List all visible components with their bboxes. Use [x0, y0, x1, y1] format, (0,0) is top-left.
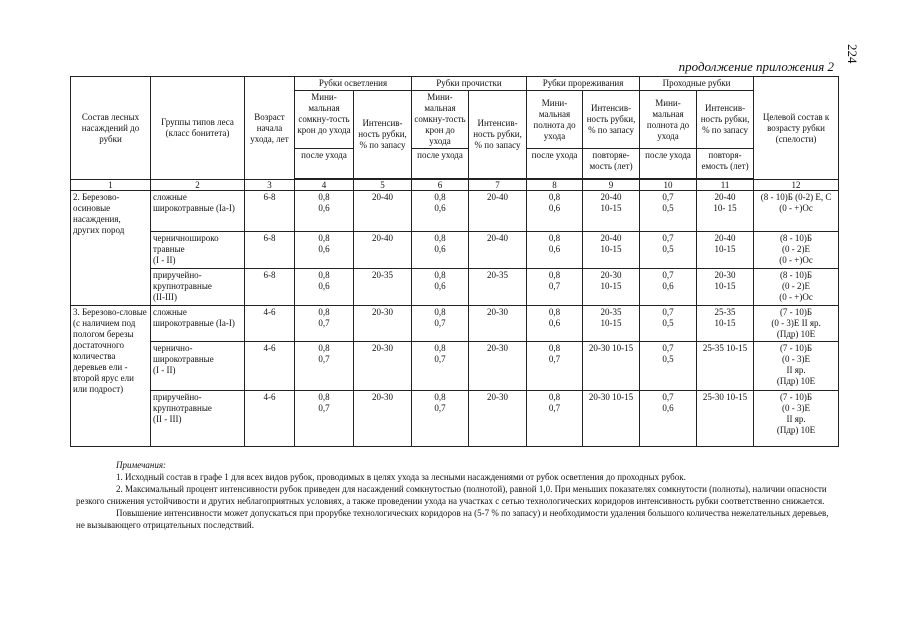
composition-cell: 2. Березово-осиновые насаждения, других пород: [71, 191, 151, 306]
value-cell-c7: 20-35: [469, 269, 527, 306]
value-cell-c5: 20-40: [354, 191, 412, 232]
header-row-groups: [71, 77, 839, 91]
value-cell-c11: 25-35 10-15: [697, 342, 754, 391]
header-group-osvetlenie: Рубки осветления: [295, 77, 412, 91]
value-cell-c7: 20-40: [469, 191, 527, 232]
value-cell-c9: 20-30 10-15: [583, 269, 640, 306]
value-cell-c8: 0,8 0,6: [527, 306, 583, 342]
header-intensity-1: Интенсив-ность рубки, % по запасу: [354, 91, 412, 179]
note-item: 2. Максимальный процент интенсивности рубок приведен для насаждений сомкнутостью (полнотой), равной 1,0. При меньших показателях сомкнутости (полноты), наличии опасности резкого снижения устойчивости и других неблагоприятных условиях, а также проведении ухода на участках с сетью технологических коридоров интенсивность рубки соответственно снижается.: [76, 484, 827, 506]
value-cell-c4: 0,8 0,6: [295, 191, 354, 232]
column-number: 10: [640, 180, 697, 191]
header-after-2: после ухода: [412, 149, 469, 179]
page-number: 224: [845, 44, 860, 64]
column-number: 7: [469, 180, 527, 191]
forest-type-cell: сложные широкотравные (Iа-I): [151, 191, 245, 232]
table-row: [71, 232, 839, 269]
table-row: [71, 391, 839, 447]
column-number: 4: [295, 180, 354, 191]
value-cell-c6: 0,8 0,7: [412, 306, 469, 342]
value-cell-c7: 20-30: [469, 306, 527, 342]
note-item: 1. Исходный состав в графе 1 для всех видов рубок, проводимых в целях ухода за лесными насаждениями от рубок осветления до проходных рубок.: [116, 472, 686, 482]
column-number: 11: [697, 180, 754, 191]
value-cell-c10: 0,7 0,5: [640, 306, 697, 342]
table-row: [71, 191, 839, 232]
header-after-1: после ухода: [295, 149, 354, 179]
header-repeat-2: повторя-емость (лет): [697, 149, 754, 179]
note-item: Повышение интенсивности может допускаться при прорубке технологических коридоров на (5-7 % по запасу) и необходимости удаления большого количества нежелательных деревьев, не вызывающего отрицательных последствий.: [76, 508, 829, 530]
column-number-row: [71, 180, 839, 191]
value-cell-c6: 0,8 0,7: [412, 342, 469, 391]
value-cell-c12: (7 - 10)Б (0 - 3)Е II яр. (Пдр) 10Е: [754, 306, 839, 342]
value-cell-c11: 25-30 10-15: [697, 391, 754, 447]
header-group-prochistka: Рубки прочистки: [412, 77, 527, 91]
start-age-cell: 4-6: [245, 306, 295, 342]
value-cell-c12: (8 - 10)Б (0-2) Е, С (0 - +)Ос: [754, 191, 839, 232]
value-cell-c8: 0,8 0,7: [527, 269, 583, 306]
value-cell-c5: 20-30: [354, 391, 412, 447]
header-min-density-2: Мини-мальная полнота до ухода: [640, 91, 697, 149]
header-min-closure-2: Мини-мальная сомкну-тость крон до ухода: [412, 91, 469, 149]
start-age-cell: 4-6: [245, 391, 295, 447]
value-cell-c12: (7 - 10)Б (0 - 3)Е II яр. (Пдр) 10Е: [754, 391, 839, 447]
value-cell-c10: 0,7 0,5: [640, 342, 697, 391]
value-cell-c7: 20-30: [469, 342, 527, 391]
value-cell-c9: 20-30 10-15: [583, 342, 640, 391]
header-intensity-3: Интенсив-ность рубки, % по запасу: [583, 91, 640, 149]
value-cell-c7: 20-30: [469, 391, 527, 447]
header-min-closure-1: Мини-мальная сомкну-тость крон до ухода: [295, 91, 354, 149]
header-intensity-4: Интенсив-ность рубки, % по запасу: [697, 91, 754, 149]
value-cell-c8: 0,8 0,7: [527, 391, 583, 447]
value-cell-c5: 20-30: [354, 342, 412, 391]
column-number: 9: [583, 180, 640, 191]
forest-type-cell: сложные широкотравные (Iа-I): [151, 306, 245, 342]
value-cell-c11: 20-40 10-15: [697, 232, 754, 269]
column-number: 6: [412, 180, 469, 191]
forest-type-cell: приручейно-крупнотравные (II - III): [151, 391, 245, 447]
value-cell-c10: 0,7 0,5: [640, 232, 697, 269]
forest-type-cell: приручейно-крупнотравные (II-III): [151, 269, 245, 306]
value-cell-c8: 0,8 0,6: [527, 191, 583, 232]
header-col-target: Целевой состав к возрасту рубки (спелости): [754, 77, 839, 180]
header-group-prohodnye: Проходные рубки: [640, 77, 754, 91]
value-cell-c12: (8 - 10)Б (0 - 2)Е (0 - +)Ос: [754, 232, 839, 269]
start-age-cell: 6-8: [245, 191, 295, 232]
value-cell-c9: 20-35 10-15: [583, 306, 640, 342]
value-cell-c6: 0,8 0,7: [412, 391, 469, 447]
value-cell-c4: 0,8 0,7: [295, 391, 354, 447]
header-intensity-2: Интенсив-ность рубки, % по запасу: [469, 91, 527, 179]
silviculture-table: [70, 76, 839, 447]
value-cell-c4: 0,8 0,7: [295, 342, 354, 391]
header-after-3: после ухода: [527, 149, 583, 179]
value-cell-c4: 0,8 0,7: [295, 306, 354, 342]
value-cell-c10: 0,7 0,6: [640, 269, 697, 306]
value-cell-c4: 0,8 0,6: [295, 232, 354, 269]
continuation-caption: продолжение приложения 2: [678, 59, 834, 74]
value-cell-c5: 20-35: [354, 269, 412, 306]
value-cell-c10: 0,7 0,5: [640, 191, 697, 232]
header-col-start-age: Возраст начала ухода, лет: [245, 77, 295, 180]
column-number: 1: [71, 180, 151, 191]
value-cell-c9: 20-30 10-15: [583, 391, 640, 447]
value-cell-c11: 25-35 10-15: [697, 306, 754, 342]
notes-title: Примечания:: [116, 460, 167, 470]
start-age-cell: 6-8: [245, 232, 295, 269]
header-min-density-1: Мини-мальная полнота до ухода: [527, 91, 583, 149]
header-repeat-1: повторяе-мость (лет): [583, 149, 640, 179]
table-row: [71, 269, 839, 306]
value-cell-c6: 0,8 0,6: [412, 232, 469, 269]
start-age-cell: 4-6: [245, 342, 295, 391]
column-number: 2: [151, 180, 245, 191]
value-cell-c10: 0,7 0,6: [640, 391, 697, 447]
header-after-4: после ухода: [640, 149, 697, 179]
header-group-prorezhivanie: Рубки прореживания: [527, 77, 640, 91]
column-number: 12: [754, 180, 839, 191]
column-number: 3: [245, 180, 295, 191]
column-number: 5: [354, 180, 412, 191]
value-cell-c9: 20-40 10-15: [583, 191, 640, 232]
value-cell-c8: 0,8 0,7: [527, 342, 583, 391]
value-cell-c12: (8 - 10)Б (0 - 2)Е (0 - +)Ос: [754, 269, 839, 306]
notes-block: [76, 459, 838, 531]
table-body: [71, 191, 839, 447]
forest-type-cell: черничношироко травные (I - II): [151, 232, 245, 269]
value-cell-c6: 0,8 0,6: [412, 191, 469, 232]
value-cell-c7: 20-40: [469, 232, 527, 269]
header-col-forest-type: Группы типов леса (класс бонитета): [151, 77, 245, 180]
table-row: [71, 342, 839, 391]
composition-cell: 3. Березово-словые (с наличием под пологом березы достаточного количества деревьев ели - второй ярус ели или подрост): [71, 306, 151, 447]
value-cell-c4: 0,8 0,6: [295, 269, 354, 306]
column-number: 8: [527, 180, 583, 191]
value-cell-c6: 0,8 0,6: [412, 269, 469, 306]
header-col-composition: Состав лесных насаждений до рубки: [71, 77, 151, 180]
table-row: [71, 306, 839, 342]
forest-type-cell: чернично-широкотравные (I - II): [151, 342, 245, 391]
value-cell-c12: (7 - 10)Б (0 - 3)Е II яр. (Пдр) 10Е: [754, 342, 839, 391]
value-cell-c9: 20-40 10-15: [583, 232, 640, 269]
start-age-cell: 6-8: [245, 269, 295, 306]
value-cell-c5: 20-30: [354, 306, 412, 342]
value-cell-c5: 20-40: [354, 232, 412, 269]
value-cell-c8: 0,8 0,6: [527, 232, 583, 269]
value-cell-c11: 20-40 10- 15: [697, 191, 754, 232]
value-cell-c11: 20-30 10-15: [697, 269, 754, 306]
